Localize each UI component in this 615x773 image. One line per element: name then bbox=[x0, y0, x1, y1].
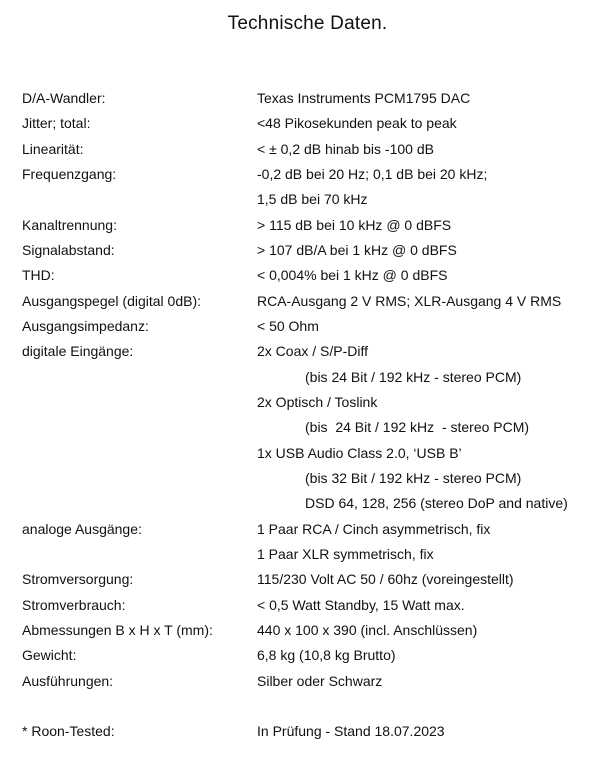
spec-label bbox=[22, 390, 257, 415]
spec-row-gewicht bbox=[22, 643, 615, 668]
spec-row-abmessungen bbox=[22, 618, 615, 643]
spec-row-digitale-eingaenge bbox=[22, 339, 615, 364]
page-title: Technische Daten. bbox=[227, 13, 388, 34]
spec-value: 1x USB Audio Class 2.0, ‘USB B’ bbox=[257, 444, 462, 461]
spec-value: DSD 64, 128, 256 (stereo DoP and native) bbox=[305, 495, 568, 512]
spec-value: <48 Pikosekunden peak to peak bbox=[257, 115, 457, 132]
spec-row-signalabstand bbox=[22, 238, 615, 263]
spec-value: > 115 dB bei 10 kHz @ 0 dBFS bbox=[257, 216, 452, 233]
spec-row-optisch-detail bbox=[22, 415, 615, 440]
spec-label bbox=[22, 491, 257, 516]
spec-table bbox=[0, 86, 615, 745]
spec-value: 440 x 100 x 390 (incl. Anschlüssen) bbox=[257, 621, 478, 638]
spec-value: 2x Coax / S/P-Diff bbox=[257, 343, 369, 360]
spec-row-usb bbox=[22, 441, 615, 466]
spec-label bbox=[22, 415, 257, 440]
spec-label: * Roon-Tested: bbox=[22, 723, 115, 740]
spec-label: Stromversorgung: bbox=[22, 571, 134, 588]
spec-value: 1 Paar RCA / Cinch asymmetrisch, fix bbox=[257, 520, 491, 537]
spec-row-usb-pcm-detail bbox=[22, 466, 615, 491]
spec-value: RCA-Ausgang 2 V RMS; XLR-Ausgang 4 V RMS bbox=[257, 292, 562, 309]
spec-row-xlr-cont bbox=[22, 542, 615, 567]
spec-value: (bis 24 Bit / 192 kHz - stereo PCM) bbox=[305, 419, 530, 436]
spec-row-frequenzgang bbox=[22, 162, 615, 187]
spec-row-jitter bbox=[22, 111, 615, 136]
spec-row-frequenzgang-cont bbox=[22, 187, 615, 212]
spec-label: Ausführungen: bbox=[22, 672, 114, 689]
spec-row-stromversorgung bbox=[22, 567, 615, 592]
spec-value: Silber oder Schwarz bbox=[257, 672, 383, 689]
spec-label: Jitter; total: bbox=[22, 115, 91, 132]
spec-label: Gewicht: bbox=[22, 647, 77, 664]
spec-row-analoge-ausgaenge bbox=[22, 517, 615, 542]
spec-label: Kanaltrennung: bbox=[22, 216, 117, 233]
spec-row-usb-dsd-detail bbox=[22, 491, 615, 516]
spec-value: (bis 32 Bit / 192 kHz - stereo PCM) bbox=[305, 469, 522, 486]
spec-value: -0,2 dB bei 20 Hz; 0,1 dB bei 20 kHz; bbox=[257, 165, 488, 182]
spec-label bbox=[22, 187, 257, 212]
spec-value: > 107 dB/A bei 1 kHz @ 0 dBFS bbox=[257, 241, 457, 258]
spec-row-spacer bbox=[22, 694, 615, 719]
spec-value: < 50 Ohm bbox=[257, 317, 319, 334]
spec-row-thd bbox=[22, 263, 615, 288]
spec-row-ausgangsimpedanz bbox=[22, 314, 615, 339]
spec-value: 6,8 kg (10,8 kg Brutto) bbox=[257, 647, 396, 664]
spec-label: Stromverbrauch: bbox=[22, 596, 126, 613]
spec-row-coax-detail bbox=[22, 365, 615, 390]
spec-row-ausgangspegel bbox=[22, 289, 615, 314]
spec-label bbox=[22, 441, 257, 466]
spec-label: digitale Eingänge: bbox=[22, 343, 134, 360]
spec-label: analoge Ausgänge: bbox=[22, 520, 142, 537]
spec-label bbox=[22, 694, 257, 719]
spec-value: Texas Instruments PCM1795 DAC bbox=[257, 90, 471, 106]
spec-value: 2x Optisch / Toslink bbox=[257, 393, 378, 410]
spec-value: In Prüfung - Stand 18.07.2023 bbox=[257, 723, 445, 740]
spec-value: (bis 24 Bit / 192 kHz - stereo PCM) bbox=[305, 368, 522, 385]
spec-row-kanaltrennung bbox=[22, 213, 615, 238]
spec-row-roon-tested bbox=[22, 719, 615, 744]
spec-row-linearitaet bbox=[22, 137, 615, 162]
spec-row-stromverbrauch bbox=[22, 593, 615, 618]
spec-label: THD: bbox=[22, 267, 55, 284]
spec-label: Ausgangsimpedanz: bbox=[22, 317, 149, 334]
spec-label: Abmessungen B x H x T (mm): bbox=[22, 621, 213, 638]
spec-row-da-wandler bbox=[22, 86, 615, 111]
spec-label: Signalabstand: bbox=[22, 241, 115, 258]
spec-value: < 0,004% bei 1 kHz @ 0 dBFS bbox=[257, 267, 448, 284]
spec-value: < 0,5 Watt Standby, 15 Watt max. bbox=[257, 596, 465, 613]
spec-label: Ausgangspegel (digital 0dB): bbox=[22, 292, 202, 309]
spec-value: 1,5 dB bei 70 kHz bbox=[257, 191, 368, 208]
spec-label bbox=[22, 466, 257, 491]
spec-value: 1 Paar XLR symmetrisch, fix bbox=[257, 545, 434, 562]
spec-label: Linearität: bbox=[22, 140, 84, 157]
spec-label bbox=[22, 365, 257, 390]
spec-value: < ± 0,2 dB hinab bis -100 dB bbox=[257, 140, 434, 157]
spec-row-ausfuehrungen bbox=[22, 669, 615, 694]
spec-label bbox=[22, 542, 257, 567]
spec-label: D/A-Wandler: bbox=[22, 90, 106, 106]
spec-row-optisch bbox=[22, 390, 615, 415]
spec-label: Frequenzgang: bbox=[22, 165, 117, 182]
spec-value: 115/230 Volt AC 50 / 60hz (voreingestellt) bbox=[257, 571, 514, 588]
